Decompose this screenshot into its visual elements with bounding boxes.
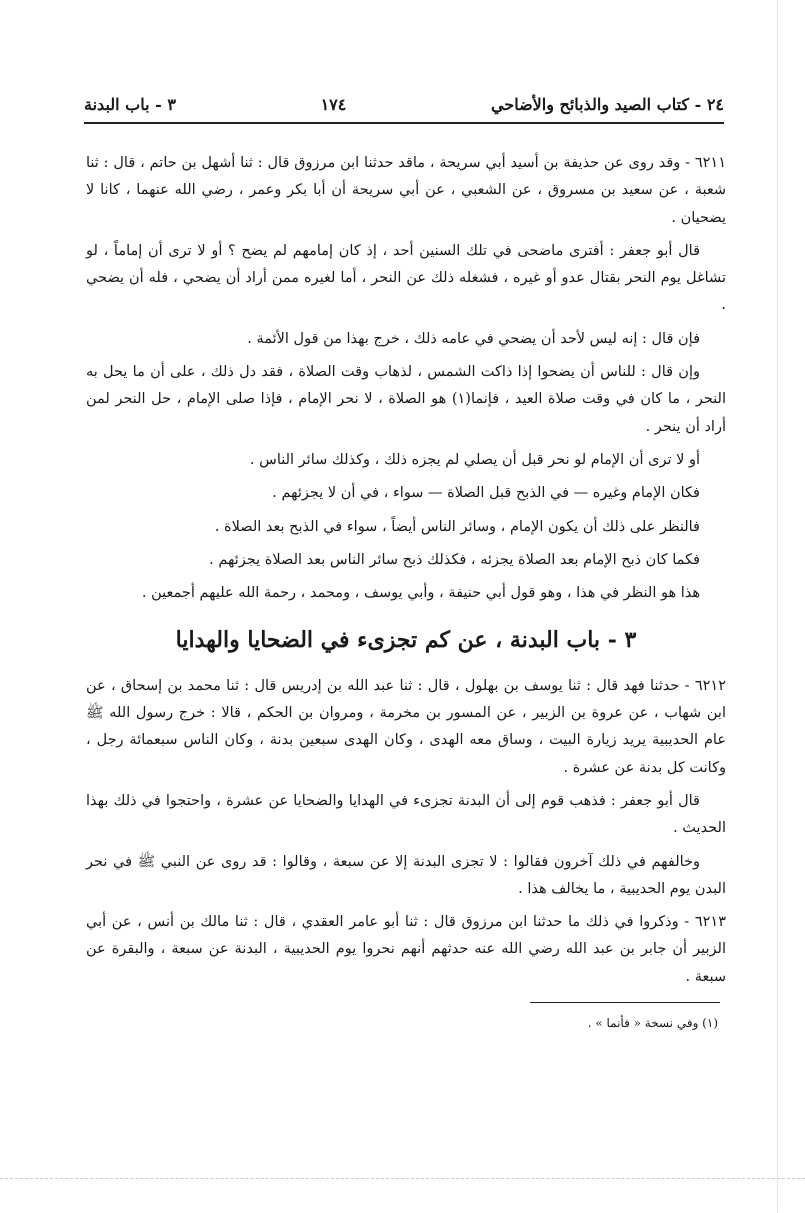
page-number: ١٧٤ (320, 94, 347, 114)
paragraph: وخالفهم في ذلك آخرون فقالوا : لا تجزى البدنة إلا عن سبعة ، وقالوا : قد روى عن النبي ﷺ في نحر البدن يوم الحديبية ، ما يخالف هذا . (86, 853, 726, 897)
header-rule (84, 122, 724, 124)
paragraph: قال أبو جعفر : فذهب قوم إلى أن البدنة تجزىء في الهدايا والضحايا عن عشرة ، واحتجوا في ذلك بهذا الحديث . (86, 792, 726, 837)
paragraph: فكما كان ذبح الإمام بعد الصلاة يجزئه ، فكذلك ذبح سائر الناس بعد الصلاة يجزئهم . (209, 551, 700, 568)
paragraph: ٦٢١٣ - وذكروا في ذلك ما حدثنا ابن مرزوق قال : ثنا أبو عامر العقدي ، قال : ثنا مالك بن أنس ، عن أبي الزبير أن جابر بن عبد الله رضي الله عنه حدثهم أنهم نحروا يوم الحديبية ، البدنة عن سبعة ، والبقرة عن سبعة . (86, 914, 726, 985)
paragraph: قال أبو جعفر : أفترى ماضحى في تلك السنين أحد ، إذ كان إمامهم لم يضح ؟ أو لا ترى أن إماماً ، لو تشاغل يوم النحر بقتال عدو أو غيره ، فشغله ذلك عن النحر ، أما لغيره ممن أراد أن يضحي ، فله أن يضحي . (86, 242, 726, 314)
section-title: ٣ - باب البدنة ، عن كم تجزىء في الضحايا والهدايا (175, 627, 637, 654)
scan-border (0, 1178, 805, 1179)
section-running-title: ٣ - باب البدنة (84, 94, 176, 114)
paragraph: أو لا ترى أن الإمام لو نحر قبل أن يصلي لم يجزه ذلك ، وكذلك سائر الناس . (249, 451, 700, 468)
paragraph: وإن قال : للناس أن يضحوا إذا ذاكت الشمس ، لذهاب وقت الصلاة ، فقد دل ذلك ، على أن ما يحل به النحر ، ما كان في وقت صلاة العيد ، فإنما(١) هو الصلاة ، لا نحر الإمام ، فإذا صلى الإمام ، حل النحر لمن أراد أن ينحر . (86, 364, 727, 435)
scan-margin-line (777, 0, 778, 1213)
page-header (84, 90, 724, 118)
paragraph: هذا هو النظر في هذا ، وهو قول أبي حنيفة ، وأبي يوسف ، ومحمد ، رحمة الله عليهم أجمعين . (141, 585, 700, 602)
chapter-title: ٢٤ - كتاب الصيد والذبائح والأضاحي (490, 94, 724, 114)
paragraph: ٦٢١٢ - حدثنا فهد قال : ثنا يوسف بن بهلول ، قال : ثنا عبد الله بن إدريس قال : ثنا محمد بن إسحاق ، عن ابن شهاب ، عن عروة بن الزبير ، عن المسور بن مخرمة ، ومروان بن الحكم ، قالا : خرج رسول الله ﷺ عام الحديبية يريد زيارة البيت ، وساق معه الهدى ، وكان الهدى سبعين بدنة ، وكان الناس سبعمائة رجل ، وكانت كل بدنة عن عشرة . (86, 677, 726, 776)
footnote: (١) وفي نسخة « فأنما » . (587, 1016, 718, 1030)
paragraph: فكان الإمام وغيره — في الذبح قبل الصلاة — سواء ، في أن لا يجزئهم . (272, 485, 700, 502)
paragraph: ٦٢١١ - وقد روى عن حذيفة بن أسيد أبي سريحة ، ماقد حدثنا ابن مرزوق قال : ثنا أشهل بن حاتم ، قال : ثنا شعبة ، عن سعيد بن مسروق ، عن الشعبي ، عن أبي سريحة أن أبا بكر وعمر ، رضي الله عنهما ، كانا لا يضحيان . (86, 155, 726, 226)
paragraph: فالنظر على ذلك أن يكون الإمام ، وسائر الناس أيضاً ، سواء في الذبح بعد الصلاة . (214, 518, 700, 535)
page-body (86, 150, 726, 997)
footnote-rule (530, 1002, 720, 1003)
paragraph: فإن قال : إنه ليس لأحد أن يضحي في عامه ذلك ، خرج بهذا من قول الأئمة . (247, 330, 700, 347)
